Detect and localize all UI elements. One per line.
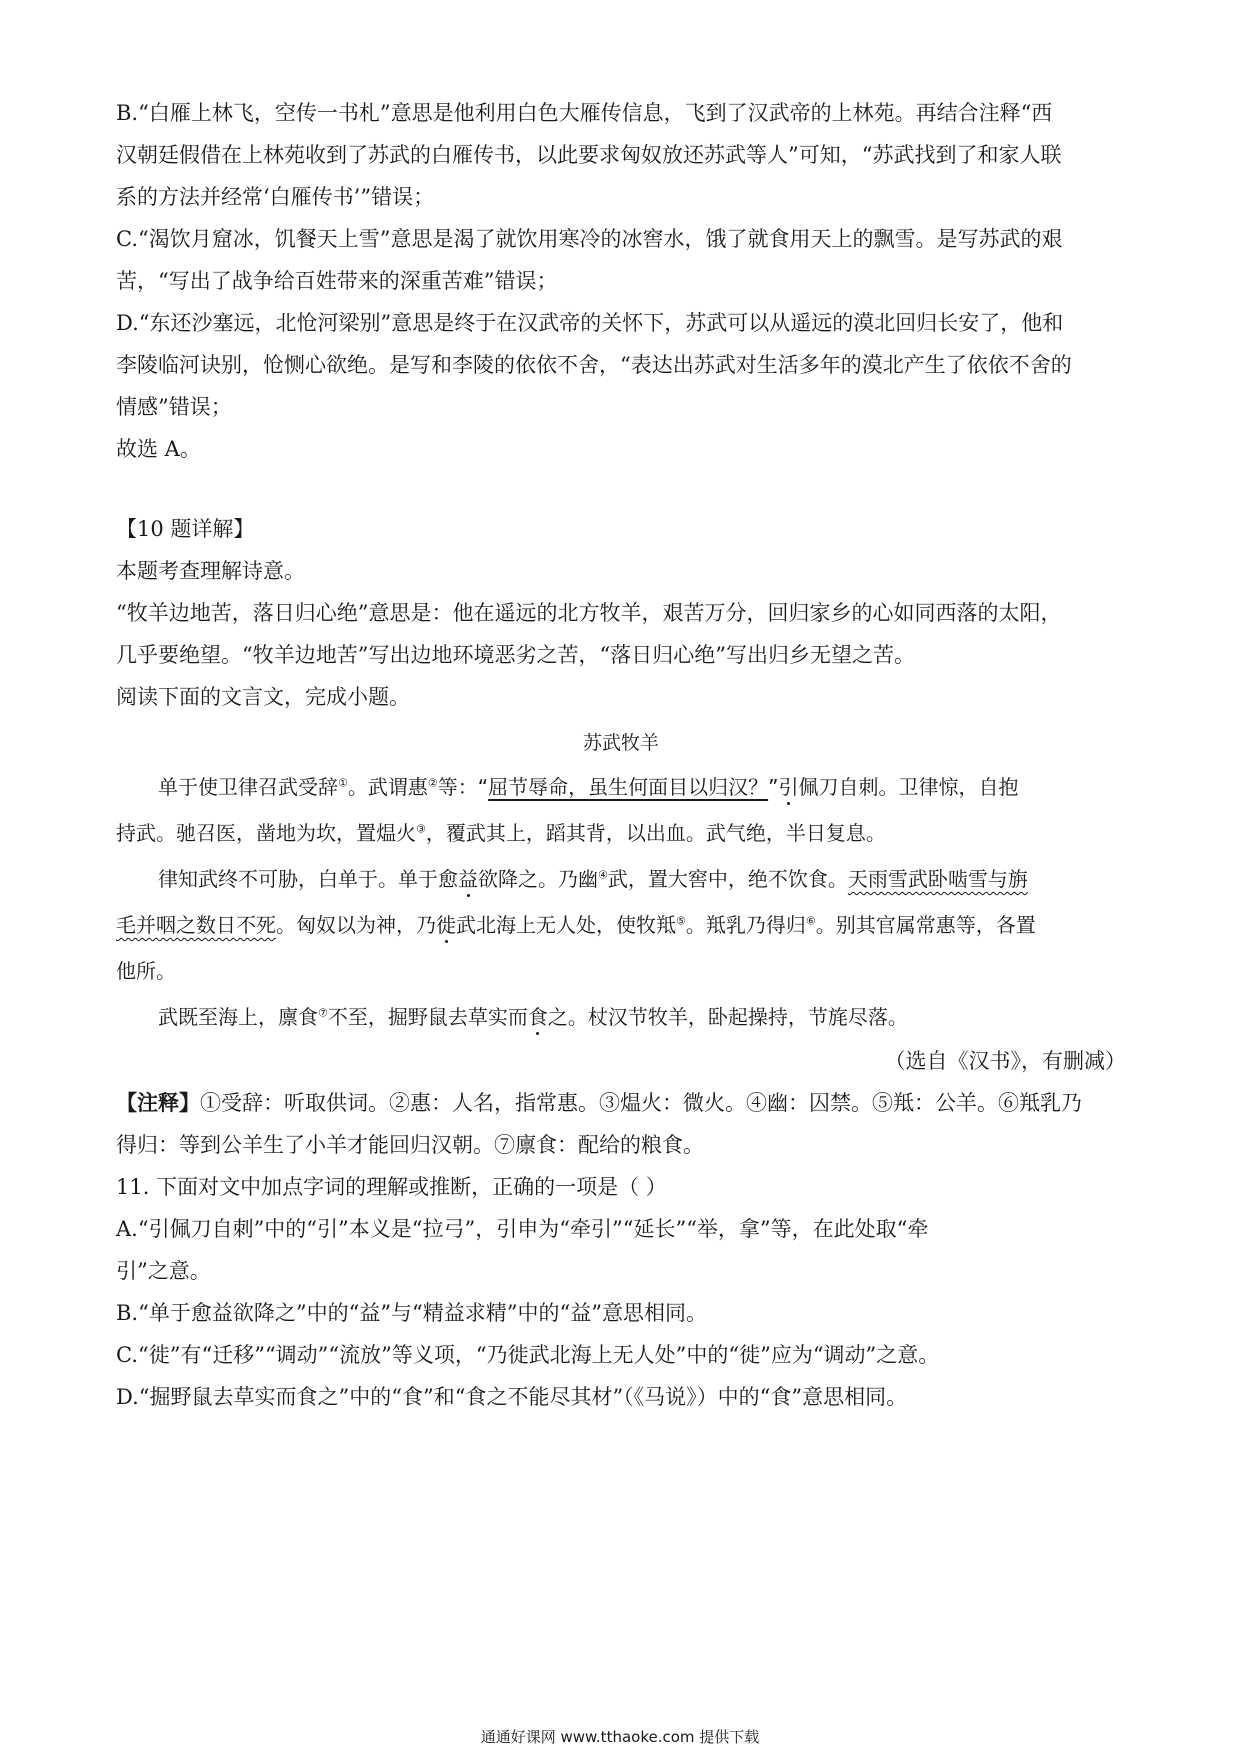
passage-text: 。匈奴以为神，乃 (276, 913, 436, 937)
analysis-9-conclusion: 故选 A。 (116, 437, 201, 461)
analysis-10-heading: 【10 题详解】 (116, 517, 255, 541)
analysis-10-intro: 本题考查理解诗意。 (116, 559, 305, 583)
option-a: A.“引佩刀自刺”中的“引”本义是“拉弓”，引申为“牵引”“延长”“举，拿”等，在此处取“牵 (116, 1217, 929, 1241)
dotted-char-xi: 徙 (436, 913, 456, 937)
wavy-underlined-sentence: 毛并咽之数日不死 (116, 913, 276, 937)
passage-source: （选自《汉书》，有删减） (884, 1049, 1126, 1073)
note-marker: ④ (598, 868, 608, 882)
note-marker: ② (427, 776, 438, 790)
annotations (116, 1082, 1126, 1166)
passage-text: 武，置大窖中，绝不饮食。 (607, 867, 848, 891)
classical-passage (116, 764, 1126, 1040)
passage-text: 之。杖汉节牧羊，卧起操持，节旄尽落。 (547, 1005, 908, 1029)
reading-prompt: 阅读下面的文言文，完成小题。 (116, 685, 410, 709)
passage-text: 单于使卫律召武受辞 (158, 775, 338, 799)
passage-paragraph-3 (116, 994, 1126, 1040)
passage-text: 佩刀自刺。卫律惊，自抱 (798, 775, 1019, 799)
passage-text: 。武谓惠 (347, 775, 428, 799)
passage-text: 持武。驰召医，凿地为坎，置煴火 (116, 821, 416, 845)
note-marker: ① (338, 776, 348, 790)
dotted-char-yi: 益 (458, 867, 478, 891)
annotation-line (116, 1082, 1126, 1124)
text-line: 情感”错误； (116, 395, 232, 419)
analysis-10-body (116, 592, 1126, 676)
passage-title: 苏武牧羊 (582, 732, 659, 754)
page-content (116, 92, 1126, 1418)
text-line: D.“东还沙塞远，北怆河梁别”意思是终于在汉武帝的关怀下，苏武可以从遥远的漠北回归长安了，他和 (116, 311, 1064, 335)
annotation-line: 得归：等到公羊生了小羊才能回归汉朝。⑦廪食：配给的粮食。 (116, 1133, 704, 1157)
analysis-9-option-c (116, 218, 1126, 302)
passage-text: 欲降之。乃幽 (478, 867, 598, 891)
passage-text: 武既至海上，廪食 (158, 1005, 318, 1029)
note-marker: ⑥ (805, 914, 816, 928)
text-line: 李陵临河诀别，怆恻心欲绝。是写和李陵的依依不舍，“表达出苏武对生活多年的漠北产生了依依不舍的 (116, 353, 1072, 377)
passage-paragraph-2-cont (116, 902, 1126, 948)
analysis-9-option-d (116, 302, 1126, 428)
passage-paragraph-1-cont (116, 810, 1126, 856)
passage-paragraph-2-end: 他所。 (116, 959, 176, 983)
annotation-text: ①受辞：听取供词。②惠：人名，指常惠。③煴火：微火。④幽：囚禁。⑤羝：公羊。⑥羝乳乃 (200, 1091, 1082, 1115)
text-line: C.“渴饮月窟冰，饥餐天上雪”意思是渴了就饮用寒冷的冰窖水，饿了就食用天上的飘雪。是写苏武的艰 (116, 227, 1063, 251)
option-b: B.“单于愈益欲降之”中的“益”与“精益求精”中的“益”意思相同。 (116, 1301, 707, 1325)
text-line: 系的方法并经常‘白雁传书’”错误； (116, 185, 435, 209)
option-d: D.“掘野鼠去草实而食之”中的“食”和“食之不能尽其材”（《马说》）中的“食”意思相同。 (116, 1385, 908, 1409)
wavy-underlined-sentence: 天雨雪武卧啮雪与旃 (847, 867, 1028, 891)
underlined-sentence: 屈节辱命，虽生何面目以归汉？ (488, 775, 769, 799)
dotted-char-yin: 引 (778, 775, 799, 799)
passage-text: 律知武终不可胁，白单于。单于愈 (158, 867, 458, 891)
passage-text: ” (768, 775, 779, 799)
text-line: 苦，“写出了战争给百姓带来的深重苦难”错误； (116, 269, 558, 293)
annotation-label: 【注释】 (116, 1090, 200, 1115)
passage-text: ，覆武其上，蹈其背，以出血。武气绝，半日复息。 (425, 821, 886, 845)
text-line: 几乎要绝望。“牧羊边地苦”写出边地环境恶劣之苦，“落日归心绝”写出归乡无望之苦。 (116, 643, 915, 667)
note-marker: ⑦ (318, 1006, 328, 1020)
note-marker: ⑤ (676, 914, 686, 928)
passage-text: 武北海上无人处，使牧羝 (456, 913, 676, 937)
text-line: 汉朝廷假借在上林苑收到了苏武的白雁传书，以此要求匈奴放还苏武等人”可知，“苏武找到了和家人联 (116, 143, 1062, 167)
text-line: B.“白雁上林飞，空传一书札”意思是他利用白色大雁传信息，飞到了汉武帝的上林苑。再结合注释“西 (116, 101, 1053, 125)
passage-text: 等：“ (437, 775, 489, 799)
question-stem: 11. 下面对文中加点字词的理解或推断，正确的一项是（ ） (116, 1175, 667, 1199)
page-footer: 通通好课网 www.tthaoke.com 提供下载 (480, 1728, 760, 1746)
dotted-char-shi: 食 (527, 1005, 548, 1029)
option-c: C.“徙”有“迁移”“调动”“流放”等义项，“乃徙武北海上无人处”中的“徙”应为“调动”之意。 (116, 1343, 940, 1367)
passage-paragraph-1 (116, 764, 1126, 810)
spacer (116, 470, 1126, 508)
passage-text: 。羝乳乃得归 (685, 913, 806, 937)
passage-text: 不至，掘野鼠去草实而 (327, 1005, 528, 1029)
passage-text: 。别其官属常惠等，各置 (815, 913, 1036, 937)
passage-paragraph-2 (116, 856, 1126, 902)
option-a-cont: 引”之意。 (116, 1259, 211, 1283)
question-11 (116, 1166, 1126, 1418)
text-line: “牧羊边地苦，落日归心绝”意思是：他在遥远的北方牧羊，艰苦万分，回归家乡的心如同西落的太阳， (116, 601, 1062, 625)
note-marker: ③ (416, 822, 426, 836)
analysis-9-option-b (116, 92, 1126, 218)
